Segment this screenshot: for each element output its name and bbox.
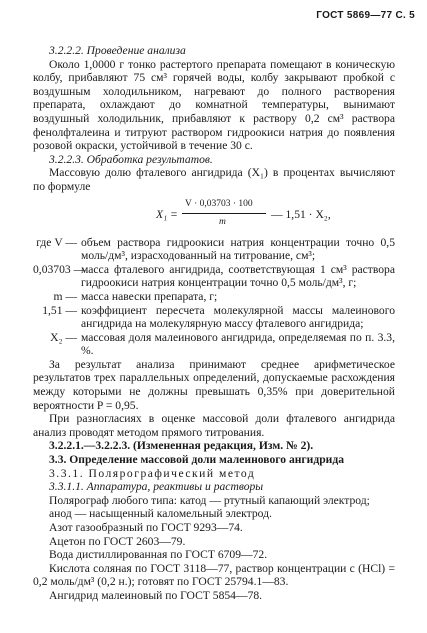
document-body xyxy=(33,44,395,603)
definition-symbol: 0,03703 — xyxy=(33,262,86,276)
amendment-note: 3.2.2.1.—3.2.2.3. (Измененная редакция, Изм. № 2). xyxy=(49,439,314,453)
formula-denominator: m xyxy=(219,216,226,227)
page-header: ГОСТ 5869—77 С. 5 xyxy=(316,10,415,21)
variable-definitions xyxy=(33,236,395,358)
section-heading-polarographic: 3.3.1. Полярографический метод xyxy=(49,466,256,480)
list-item-hcl: Кислота соляная по ГОСТ 3118—77, раствор концентрации c (HCl) = 0,2 моль/дм³ (0,2 н.); готовят по ГОСТ 25794.1—83. xyxy=(33,561,395,589)
definition-symbol: где V — xyxy=(36,235,77,249)
definition-row xyxy=(33,331,395,358)
list-item-acetone: Ацетон по ГОСТ 2603—79. xyxy=(49,534,186,548)
paragraph-formula-intro: Массовую долю фталевого ангидрида (X₁) в процентах вычисляют по формуле xyxy=(33,166,395,193)
formula-lhs: X₁ = xyxy=(156,207,178,221)
definition-row xyxy=(33,263,395,290)
paragraph-analysis: Около 1,0000 г тонко растертого препарата помещают в коническую колбу, прибавляют 75 см³ горячей воды, колбу закрывают пробкой с воздушным холодильником, нагревают до полного растворения препарата, охлаждают до комнатной температуры, вынимают воздушный холодильник, прибавляют к раствору 0,2 см³ раствора фенолфталеина и титруют раствором гидроокиси натрия до появления розовой окраски, устойчивой в течение 30 с. xyxy=(33,57,395,153)
list-item-water: Вода дистиллированная по ГОСТ 6709—72. xyxy=(49,548,268,562)
formula xyxy=(33,196,395,234)
section-heading-analysis: 3.2.2.2. Проведение анализа xyxy=(49,44,186,57)
list-item-nitrogen: Азот газообразный по ГОСТ 9293—74. xyxy=(49,521,243,534)
list-item-maleic-anhydride: Ангидрид малеиновый по ГОСТ 5854—78. xyxy=(49,588,263,602)
section-heading-results: 3.2.2.3. Обработка результатов. xyxy=(49,152,213,166)
paragraph-result-average: За результат анализа принимают среднее арифметическое результатов трех параллельных определений, допускаемые расхождения между которыми не должны превышать 0,35% при доверительной вероятности P = 0,95. xyxy=(33,357,395,412)
definition-symbol: 1,51 — xyxy=(42,303,77,317)
definition-text: масса навески препарата, г; xyxy=(81,289,218,303)
definition-row xyxy=(33,290,395,304)
section-heading-maleic: 3.3. Определение массовой доли малеинового ангидрида xyxy=(49,453,345,467)
definition-text: объем раствора гидроокиси натрия концентрации точно 0,5 моль/дм³, израсходованный на титрование, см³; xyxy=(81,235,395,263)
definition-symbol: X₂ — xyxy=(50,330,77,344)
fraction-bar xyxy=(182,213,266,214)
definition-text: масса фталевого ангидрида, соответствующая 1 см³ раствора гидроокиси натрия концентрации точно 0,5 моль/дм³, г; xyxy=(81,262,395,290)
definition-row xyxy=(33,304,395,331)
definition-row xyxy=(33,236,395,263)
formula-rest: — 1,51 · X₂, xyxy=(271,207,331,221)
section-heading-apparatus: 3.3.1.1. Аппаратура, реактивы и растворы xyxy=(49,480,264,494)
list-item-anode: анод — насыщенный каломельный электрод. xyxy=(49,507,272,521)
paragraph-disagreement: При разногласиях в оценке массовой доли фталевого ангидрида анализ проводят методом прямого титрования. xyxy=(33,412,395,439)
list-item-polarograph: Полярограф любого типа: катод — ртутный капающий электрод; xyxy=(49,493,370,507)
formula-numerator: V · 0,03703 · 100 xyxy=(185,198,253,209)
definition-text: массовая доля малеинового ангидрида, определяемая по п. 3.3, %. xyxy=(81,330,395,358)
definition-text: коэффициент пересчета молекулярной массы малеинового ангидрида на молекулярную массу фталевого ангидрида; xyxy=(81,303,395,331)
definition-symbol: m — xyxy=(53,289,77,303)
